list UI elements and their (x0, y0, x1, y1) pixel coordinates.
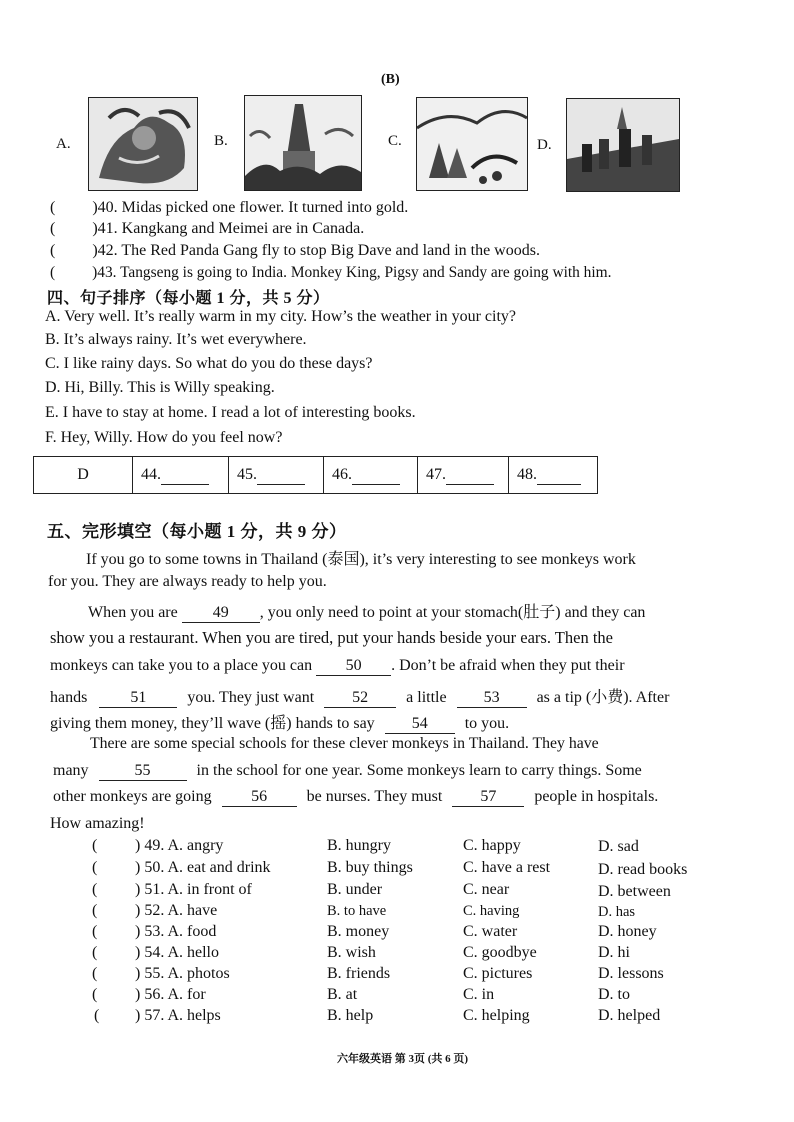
match-item-40: ( )40. Midas picked one flower. It turned into gold. (50, 199, 409, 216)
answer-cell-46[interactable]: 46. (324, 457, 418, 494)
option-paren[interactable]: ( (92, 986, 98, 1003)
passage-p2-line4: hands 51 you. They just want 52 a little 53 as a tip (小费). After (50, 689, 670, 706)
answer-paren[interactable]: ( (50, 242, 56, 259)
passage-p3-line1: There are some special schools for these clever monkeys in Thailand. They have (90, 735, 599, 752)
option-q56-a[interactable]: ) 56. A. for (135, 986, 206, 1003)
option-q52-b[interactable]: B. to have (327, 903, 387, 919)
option-q54-c[interactable]: C. goodbye (463, 944, 537, 961)
sentence-e: E. I have to stay at home. I read a lot of interesting books. (45, 404, 416, 421)
passage-p1-line1: If you go to some towns in Thailand (泰国), it’s very interesting to see monkeys work (86, 551, 636, 568)
option-paren[interactable]: ( (92, 837, 98, 854)
match-item-41: ( )41. Kangkang and Meimei are in Canada. (50, 220, 365, 237)
picture-a-label: A. (56, 136, 71, 152)
option-q55-b[interactable]: B. friends (327, 965, 391, 982)
option-q52-c[interactable]: C. having (463, 903, 520, 919)
passage-p2-line2: show you a restaurant. When you are tired, put your hands beside your ears. Then the (50, 628, 613, 647)
section-b-label: (B) (381, 72, 400, 87)
option-q53-b[interactable]: B. money (327, 923, 390, 940)
option-q57-a[interactable]: ) 57. A. helps (135, 1007, 221, 1024)
option-q56-d[interactable]: D. to (598, 986, 630, 1003)
option-q55-d[interactable]: D. lessons (598, 965, 664, 982)
woods-scene-illustration-icon (416, 97, 528, 191)
sentence-f: F. Hey, Willy. How do you feel now? (45, 429, 283, 446)
answer-cell-45[interactable]: 45. (229, 457, 324, 494)
tower-illustration-icon (244, 95, 362, 191)
option-paren[interactable]: ( (92, 881, 98, 898)
option-q57-c[interactable]: C. helping (463, 1007, 530, 1024)
blank-54[interactable]: 54 (385, 715, 455, 734)
option-q57-d[interactable]: D. helped (598, 1007, 661, 1024)
passage-p3-line4: How amazing! (50, 815, 145, 832)
option-q54-b[interactable]: B. wish (327, 944, 376, 961)
option-q55-c[interactable]: C. pictures (463, 965, 533, 982)
option-paren[interactable]: ( (92, 944, 98, 961)
sentence-b: B. It’s always rainy. It’s wet everywhere. (45, 331, 307, 348)
sentence-c: C. I like rainy days. So what do you do these days? (45, 355, 373, 372)
answer-paren[interactable]: ( (50, 199, 56, 216)
answer-cell-given: D (34, 457, 133, 494)
option-q50-c[interactable]: C. have a rest (463, 859, 551, 876)
passage-p3-line2: many 55 in the school for one year. Some monkeys learn to carry things. Some (53, 762, 642, 779)
answer-cell-47[interactable]: 47. (418, 457, 509, 494)
option-paren[interactable]: ( (92, 902, 98, 919)
option-q57-b[interactable]: B. help (327, 1007, 374, 1024)
monkey-king-illustration-icon (88, 97, 198, 191)
option-q49-a[interactable]: ) 49. A. angry (135, 837, 224, 854)
answer-cell-48[interactable]: 48. (509, 457, 598, 494)
option-paren[interactable]: ( (92, 923, 98, 940)
passage-p1-line2: for you. They are always ready to help you. (48, 573, 327, 590)
option-q53-d[interactable]: D. honey (598, 923, 657, 940)
option-q56-b[interactable]: B. at (327, 986, 358, 1003)
answer-paren[interactable]: ( (50, 220, 56, 237)
blank-51[interactable]: 51 (99, 689, 177, 708)
picture-b-label: B. (214, 133, 228, 149)
picture-d-label: D. (537, 137, 552, 153)
sentence-d: D. Hi, Billy. This is Willy speaking. (45, 379, 275, 396)
blank-52[interactable]: 52 (324, 689, 396, 708)
option-q49-c[interactable]: C. happy (463, 837, 521, 854)
picture-c-label: C. (388, 133, 402, 149)
option-q53-c[interactable]: C. water (463, 923, 518, 940)
option-q50-b[interactable]: B. buy things (327, 859, 413, 876)
blank-50[interactable]: 50 (316, 657, 391, 676)
option-q52-d[interactable]: D. has (598, 904, 636, 920)
option-paren[interactable]: ( (94, 1007, 100, 1024)
section-5-heading: 五、完形填空（每小题 1 分，共 9 分） (47, 522, 347, 541)
passage-p2-line1: When you are 49 , you only need to point at your stomach(肚子) and they can (88, 604, 646, 621)
option-q54-d[interactable]: D. hi (598, 944, 630, 961)
option-q49-b[interactable]: B. hungry (327, 837, 391, 854)
option-q51-b[interactable]: B. under (327, 881, 383, 898)
option-q51-d[interactable]: D. between (598, 883, 671, 900)
option-q50-a[interactable]: ) 50. A. eat and drink (135, 859, 271, 876)
blank-56[interactable]: 56 (222, 788, 297, 807)
blank-53[interactable]: 53 (457, 689, 527, 708)
option-q56-c[interactable]: C. in (463, 986, 495, 1003)
option-paren[interactable]: ( (92, 859, 98, 876)
option-q49-d[interactable]: D. sad (598, 838, 639, 855)
page-footer: 六年级英语 第 3页 (共 6 页) (337, 1053, 469, 1065)
passage-p3-line3: other monkeys are going 56 be nurses. They must 57 people in hospitals. (53, 788, 659, 805)
blank-57[interactable]: 57 (452, 788, 524, 807)
option-q52-a[interactable]: ) 52. A. have (135, 902, 218, 919)
passage-p2-line5: giving them money, they’ll wave (摇) hands to say 54 to you. (50, 715, 510, 732)
option-q50-d[interactable]: D. read books (598, 861, 688, 878)
sentence-a: A. Very well. It’s really warm in my city. How’s the weather in your city? (45, 308, 516, 325)
blank-55[interactable]: 55 (99, 762, 187, 781)
option-q53-a[interactable]: ) 53. A. food (135, 923, 217, 940)
option-q55-a[interactable]: ) 55. A. photos (135, 965, 230, 982)
answer-paren[interactable]: ( (50, 264, 56, 281)
match-item-42: ( )42. The Red Panda Gang fly to stop Big Dave and land in the woods. (50, 242, 540, 259)
answer-table (33, 456, 598, 494)
match-item-43: ( )43. Tangseng is going to India. Monkey King, Pigsy and Sandy are going with him. (50, 264, 612, 281)
blank-49[interactable]: 49 (182, 604, 260, 623)
option-q54-a[interactable]: ) 54. A. hello (135, 944, 219, 961)
answer-cell-44[interactable]: 44. (133, 457, 229, 494)
passage-p2-line3: monkeys can take you to a place you can 50 . Don’t be afraid when they put their (50, 657, 625, 674)
option-q51-c[interactable]: C. near (463, 881, 510, 898)
group-on-path-illustration-icon (566, 98, 680, 192)
option-paren[interactable]: ( (92, 965, 98, 982)
option-q51-a[interactable]: ) 51. A. in front of (135, 881, 252, 898)
section-4-heading: 四、句子排序（每小题 1 分，共 5 分） (47, 290, 330, 307)
